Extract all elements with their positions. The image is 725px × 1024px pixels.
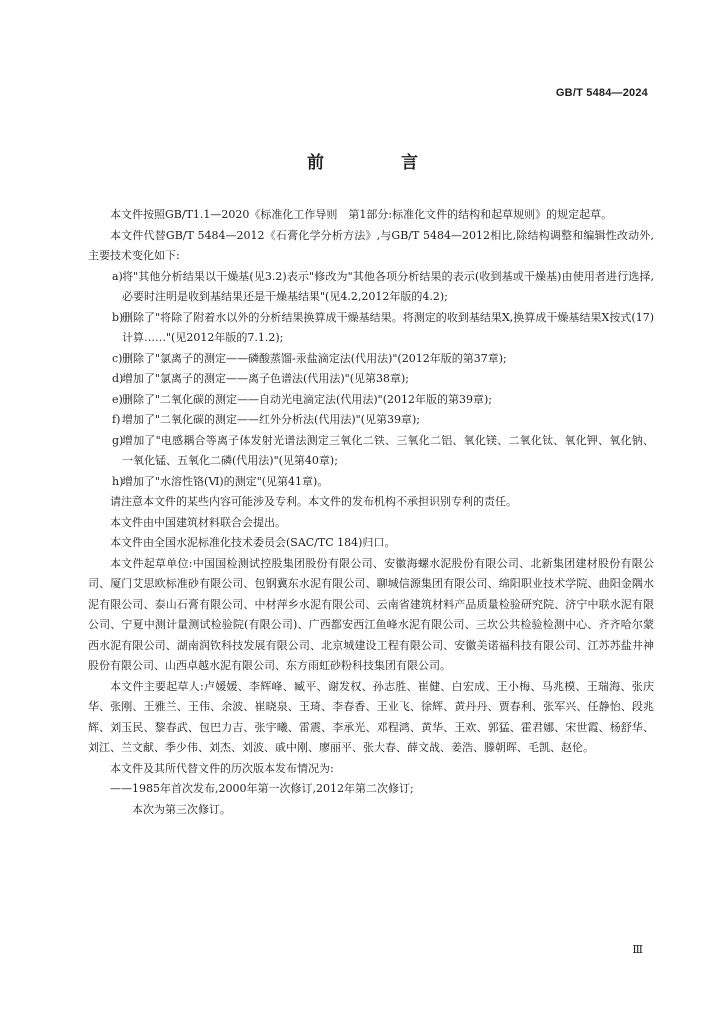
drafters: 本文件主要起草人:卢媛媛、李辉峰、臧平、谢发权、孙志胜、崔健、白宏成、王小梅、马兆模、王瑞海、张庆华、张刚、王雅兰、王伟、余波、崔晓泉、王琦、李春香、王业飞、徐辉、黄丹丹、贾春利、张军兴、任静怡、段兆辉、刘玉民、黎春武、包巴力吉、张宇曦、雷震、李承光、邓程鸿、黄华、王欢、郭猛、霍君娜、宋世霞、杨舒华、刘江、兰文献、季少伟、刘杰、刘波、戚中刚、廖丽平、张大春、薛文战、姜浩、滕朝晖、毛凯、赵伦。 <box>88 679 654 754</box>
page-number: Ⅲ <box>632 943 643 956</box>
list-item-text: 删除了"氯离子的测定——磷酸蒸馏-汞盐滴定法(代用法)"(2012年版的第37章); <box>122 351 507 365</box>
change-item-d <box>88 369 654 390</box>
list-marker: e) <box>112 392 123 406</box>
change-item-e <box>88 390 654 411</box>
list-item-text: 增加了"水溶性铬(Ⅵ)的测定"(见第41章)。 <box>122 474 329 488</box>
list-marker: d) <box>112 372 124 385</box>
list-marker: g) <box>112 433 124 447</box>
list-item-text: 删除了"将除了附着水以外的分析结果换算成干燥基结果。将测定的收到基结果X,换算成干燥基结果X按式(17)计算……"(见2012年版的7.1.2); <box>122 310 654 344</box>
list-marker: c) <box>112 351 123 365</box>
change-item-c <box>88 349 654 370</box>
list-item-text: 删除了"二氧化碳的测定——自动光电滴定法(代用法)"(2012年版的第39章); <box>122 392 492 406</box>
list-marker: h) <box>112 474 124 488</box>
list-item-text: 增加了"二氧化碳的测定——红外分析法(代用法)"(见第39章); <box>122 413 420 426</box>
history-intro: 本文件及其所代替文件的历次版本发布情况为: <box>110 761 334 775</box>
current-revision: 本次为第三次修订。 <box>132 802 231 816</box>
list-marker: a) <box>112 269 123 283</box>
patent-notice: 请注意本文件的某些内容可能涉及专利。本文件的发布机构不承担识别专利的责任。 <box>110 495 517 508</box>
list-marker: f) <box>112 413 121 426</box>
page-title: 前 言 <box>307 153 448 173</box>
change-item-h <box>88 472 654 493</box>
change-item-a <box>88 267 654 308</box>
list-item-text: 增加了"电感耦合等离子体发射光谱法测定三氧化二铁、三氧化二铝、氧化镁、二氧化钛、氧化钾、氧化钠、一氧化锰、五氧化二磷(代用法)"(见第40章); <box>122 433 654 467</box>
list-item-text: 增加了"氯离子的测定——离子色谱法(代用法)"(见第38章); <box>122 372 409 385</box>
change-item-b <box>88 308 654 349</box>
change-item-g <box>88 431 654 472</box>
managed-by: 本文件由全国水泥标准化技术委员会(SAC/TC 184)归口。 <box>110 536 396 549</box>
drafting-rules-paragraph: 本文件按照GB/T1.1—2020《标准化工作导则 第1部分:标准化文件的结构和起草规则》的规定起草。 <box>110 208 613 221</box>
list-marker: b) <box>112 310 124 324</box>
foreword-body <box>88 205 654 820</box>
proposed-by: 本文件由中国建筑材料联合会提出。 <box>110 515 286 529</box>
drafting-units: 本文件起草单位:中国国检测试控股集团股份有限公司、安徽海螺水泥股份有限公司、北新集团建材股份有限公司、厦门艾思欧标准砂有限公司、包钢冀东水泥有限公司、聊城信源集团有限公司、绵阳职业技术学院、曲阳金隅水泥有限公司、泰山石膏有限公司、中材萍乡水泥有限公司、云南省建筑材料产品质量检验研究院、济宁中联水泥有限公司、宁夏中测计量测试检验院(有限公司)、广西都安西江鱼峰水泥有限公司、三坎公共检验检测中心、齐齐哈尔蒙西水泥有限公司、湖南润钦科技发展有限公司、北京城建设工程有限公司、安徽美诺福科技有限公司、江苏苏盐井神股份有限公司、山西卓越水泥有限公司、东方雨虹砂粉科技集团有限公司。 <box>88 556 654 672</box>
standard-number: GB/T 5484—2024 <box>555 87 648 99</box>
change-item-f <box>88 410 654 431</box>
history-list: ——1985年首次发布,2000年第一次修订,2012年第二次修订; <box>110 782 414 795</box>
list-item-text: 将"其他分析结果以干燥基(见3.2)表示"修改为"其他各项分析结果的表示(收到基或干燥基)由使用者进行选择,必要时注明是收到基结果还是干燥基结果"(见4.2,2012年版的4.2); <box>122 269 654 303</box>
replacement-paragraph: 本文件代替GB/T 5484—2012《石膏化学分析方法》,与GB/T 5484—2012相比,除结构调整和编辑性改动外,主要技术变化如下: <box>88 228 654 262</box>
